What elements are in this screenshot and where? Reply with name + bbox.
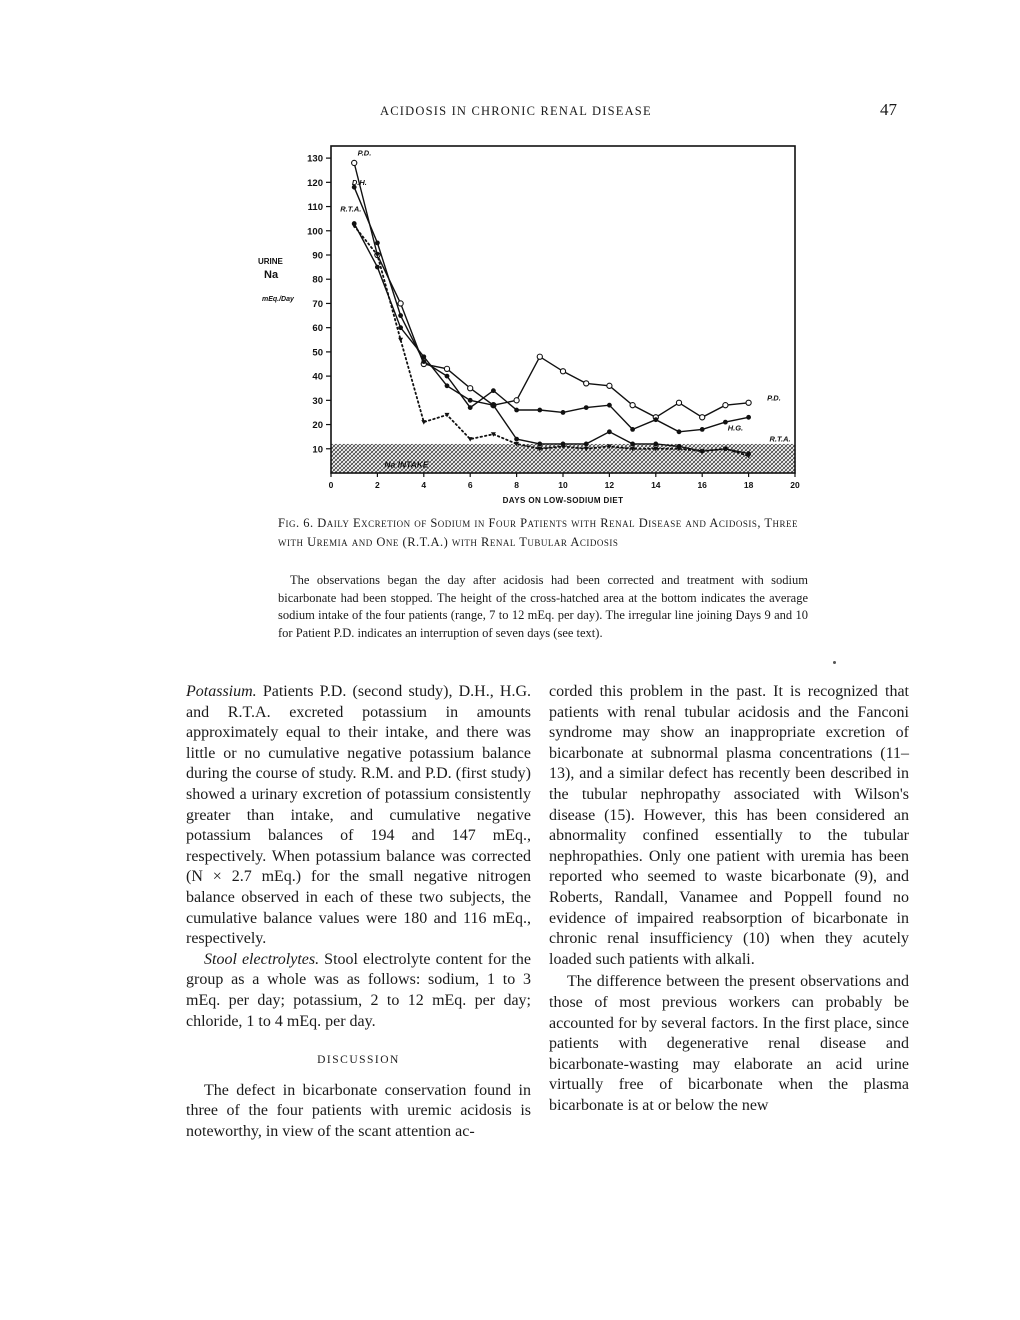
data-point-h-g [398,338,403,343]
x-tick-label: 10 [558,480,568,490]
series-line-d-h [354,187,748,432]
figure-caption-title: Daily Excretion of Sodium in Four Patients with Renal Disease and Acidosis, Three with Uremia and One (R.T.A.) with Renal Tubular Acidosis [278,516,799,549]
data-point-r-t-a [630,442,635,447]
data-point-d-h [700,427,705,432]
data-point-d-h [375,240,380,245]
data-point-p-d [700,415,705,420]
y-tick-label: 90 [312,250,323,262]
data-point-p-d [630,403,635,408]
potassium-text: Patients P.D. (second study), D.H., H.G. and R.T.A. excreted potassium in amounts approximately equal to their intake, and there was little or no cumulative negative potassium balance during the course of study. R.M. and P.D. (first study) showed a urinary excretion of potassium consistently greater than intake, and cumulative negative potassium balances of 194 and 147 mEq., respectively. When potassium balance was corrected (N × 2.7 mEq.) for the small negative nitrogen balance observed in each of these two subjects, the cumulative balance values were 180 and 116 mEq., respectively. [186,683,531,948]
data-point-r-t-a [491,403,496,408]
continued-paragraph: corded this problem in the past. It is recognized that patients with renal tubular acidosis and the Fanconi syndrome may show an inappropriate excretion of bicarbonate at subnormal plasma concentrations (11–13), and a similar defect has recently been described in the tubular nephropathy associated with Wilson's disease (15). However, this has been considered an abnormality confined essentially to the tubular nephropathies. Only one patient with uremia has been reported who seemed to waste bicarbonate (9), and Roberts, Randall, Vanamee and Poppell found no evidence of impaired reabsorption of bicarbonate in chronic renal insufficiency (10) when they acutely loaded such patients with alkali. [549,683,909,968]
discussion-paragraph: The defect in bicarbonate conservation found in three of the four patients with uremic acidosis is noteworthy, in view of the scant attention ac- [186,1081,531,1140]
data-point-d-h [584,405,589,410]
data-point-r-t-a [514,437,519,442]
data-point-r-t-a [398,325,403,330]
y-tick-label: 10 [312,444,323,456]
data-point-r-t-a [584,442,589,447]
right-column [549,682,909,1116]
y-axis-label: mEq./Day [262,296,294,303]
data-point-p-d [514,398,519,403]
data-point-r-t-a [421,354,426,359]
running-title: ACIDOSIS IN CHRONIC RENAL DISEASE [380,104,652,118]
data-point-d-h [607,403,612,408]
data-point-r-t-a [468,398,473,403]
data-point-r-t-a [375,265,380,270]
data-point-d-h [653,417,658,422]
y-tick-label: 20 [312,420,323,432]
data-point-d-h [677,429,682,434]
series-label-p-d: P.D. [357,148,372,158]
data-point-d-h [746,415,751,420]
x-tick-label: 0 [328,480,334,490]
y-axis-label: Na [264,269,279,281]
data-point-p-d [560,369,565,374]
potassium-label: Potassium. [186,683,257,700]
data-point-p-d [352,160,357,165]
data-point-d-h [514,408,519,413]
stool-paragraph [186,950,531,1032]
data-point-p-d [537,354,542,359]
data-point-p-d [444,366,449,371]
x-tick-label: 6 [467,480,473,490]
potassium-paragraph [186,682,531,950]
sodium-excretion-figure [250,138,810,508]
y-axis-label: URINE [258,257,283,266]
data-point-p-d [398,301,403,306]
y-tick-label: 110 [307,202,323,214]
figure-caption-label: Fig. 6. [278,516,314,530]
intake-band-label: Na INTAKE [384,459,429,470]
data-point-d-h [468,405,473,410]
data-point-p-d [676,400,681,405]
data-point-d-h [491,388,496,393]
x-tick-label: 14 [651,480,661,490]
y-tick-label: 50 [312,347,323,359]
difference-paragraph: The difference between the present observations and those of most previous workers can probably be accounted for by several factors. In the first place, since patients with degenerative renal disease and bicarbonate-wasting may elaborate an acid urine virtually free of bicarbonate when the plasma bicarbonate is at or below the new [549,973,909,1114]
y-tick-label: 40 [312,371,323,383]
y-tick-label: 80 [312,274,323,286]
y-tick-label: 70 [312,298,323,310]
y-tick-label: 60 [312,323,323,335]
data-point-p-d [746,400,751,405]
y-tick-label: 30 [312,395,323,407]
data-point-d-h [537,408,542,413]
data-point-p-d [584,381,589,386]
data-point-r-t-a [445,383,450,388]
x-axis-label: DAYS ON LOW-SODIUM DIET [502,496,624,505]
sodium-excretion-chart [250,138,810,508]
data-point-d-h [445,374,450,379]
stray-dot [833,661,836,664]
left-column [186,682,531,1142]
y-tick-label: 100 [307,226,323,238]
y-tick-label: 120 [307,177,323,189]
data-point-p-d [607,383,612,388]
data-point-r-t-a [537,442,542,447]
figure-legend: The observations began the day after acidosis had been corrected and treatment with sodium bicarbonate had been stopped. The height of the cross-hatched area at the bottom indicates the average sodium intake of the four patients (range, 7 to 12 mEq. per day). The irregular line joining Days 9 and 10 for Patient P.D. indicates an interruption of seven days (see text). [278,573,808,640]
series-label-h-g: H.G. [727,423,744,433]
x-tick-label: 12 [604,480,615,490]
data-point-p-d [468,386,473,391]
data-point-r-t-a [607,429,612,434]
x-tick-label: 18 [743,480,754,490]
stool-label: Stool electrolytes. [204,950,320,968]
data-point-d-h [398,313,403,318]
series-label-d-h: D.H. [351,177,367,187]
discussion-heading: DISCUSSION [317,1054,400,1067]
y-tick-label: 130 [307,153,323,165]
series-label-p-d-end: P.D. [767,393,781,403]
page-number: 47 [880,100,897,119]
x-tick-label: 16 [697,480,707,490]
x-tick-label: 8 [514,480,519,490]
figure-caption [278,514,808,552]
series-label-r-t-a: R.T.A. [340,204,362,214]
stool-text: Stool electrolyte content for the group as a whole was as follows: sodium, 1 to 3 mEq. per day; potassium, 2 to 12 mEq. per day; chloride, 1 to 4 mEq. per day. [186,950,531,1030]
data-point-r-t-a [653,442,658,447]
series-label-r-t-a: R.T.A. [769,434,791,444]
data-point-p-d [723,403,728,408]
data-point-d-h [630,427,635,432]
data-point-d-h [561,410,566,415]
x-tick-label: 20 [790,480,800,490]
x-tick-label: 4 [421,480,427,490]
x-tick-label: 2 [375,480,380,490]
